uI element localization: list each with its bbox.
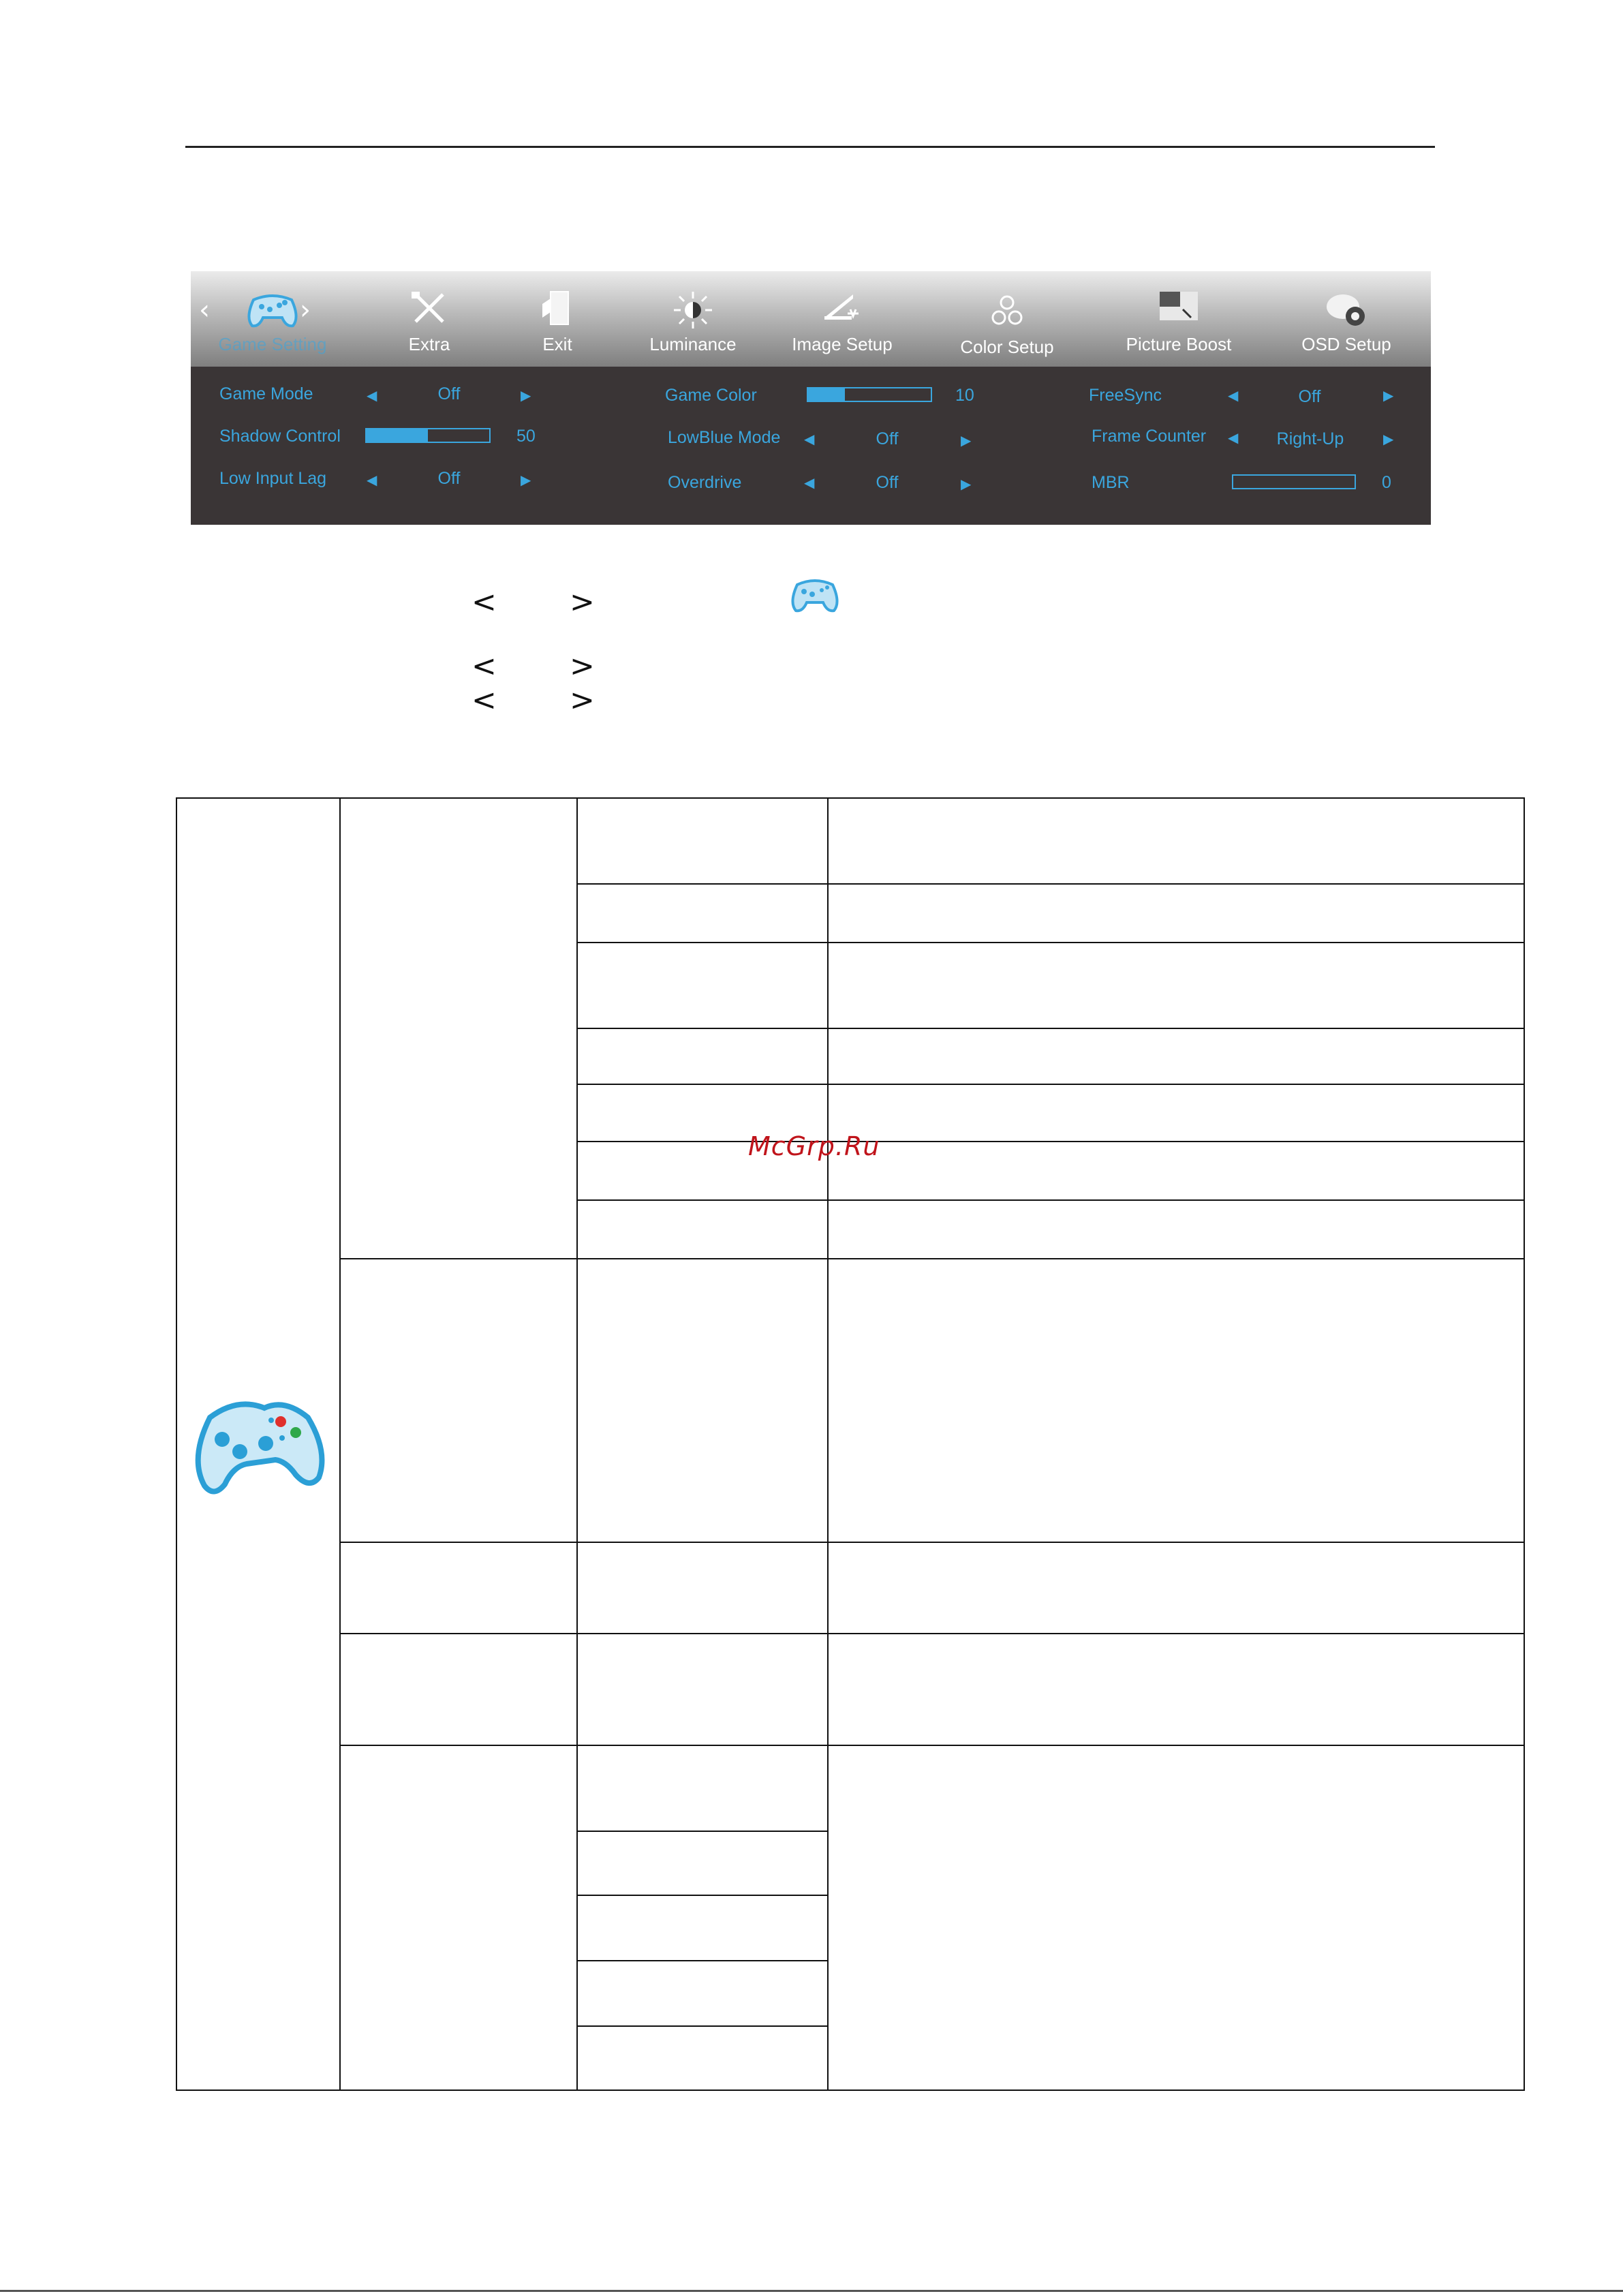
tab-label: Luminance xyxy=(649,334,737,354)
lowblue-mode-right-icon[interactable]: ▶ xyxy=(961,432,972,448)
freesync-left-icon[interactable]: ◀ xyxy=(1228,387,1239,403)
game-color-fill xyxy=(808,388,845,401)
freesync-label: FreeSync xyxy=(1089,386,1162,405)
nav-left-glyph: < xyxy=(472,585,497,619)
frame-counter-value: Right-Up xyxy=(1276,429,1344,448)
frame-counter-right-icon[interactable]: ▶ xyxy=(1383,431,1394,447)
game-mode-left-icon[interactable]: ◀ xyxy=(367,387,377,403)
exit-door-icon xyxy=(541,290,574,331)
gamepad-icon-large xyxy=(189,1390,328,1503)
game-mode-right-icon[interactable]: ▶ xyxy=(521,387,531,403)
tab-color-setup[interactable] xyxy=(925,271,1089,367)
tab-label: Game Setting xyxy=(218,334,327,354)
image-setup-icon xyxy=(822,290,863,328)
watermark: McGrp.Ru xyxy=(748,1131,880,1161)
overdrive-label: Overdrive xyxy=(668,473,742,492)
nav-right-glyph: > xyxy=(570,585,595,619)
osd-gear-icon xyxy=(1324,290,1369,332)
overdrive-left-icon[interactable]: ◀ xyxy=(804,474,815,491)
freesync-value: Off xyxy=(1298,387,1321,406)
picture-boost-icon xyxy=(1158,290,1199,325)
mbr-label: MBR xyxy=(1092,473,1130,492)
game-color-label: Game Color xyxy=(665,386,757,405)
low-input-lag-left-icon[interactable]: ◀ xyxy=(367,472,377,488)
game-color-value: 10 xyxy=(955,386,974,405)
header-rule xyxy=(185,146,1435,148)
low-input-lag-value: Off xyxy=(437,469,461,488)
shadow-control-fill xyxy=(367,429,428,442)
tab-label: OSD Setup xyxy=(1301,334,1391,354)
frame-counter-left-icon[interactable]: ◀ xyxy=(1228,429,1239,446)
frame-counter-label: Frame Counter xyxy=(1092,427,1207,446)
sun-icon xyxy=(671,290,715,333)
tab-image-setup[interactable] xyxy=(760,271,924,367)
nav-left-glyph: < xyxy=(472,683,497,718)
lowblue-mode-value: Off xyxy=(876,429,899,448)
tab-label: Picture Boost xyxy=(1126,334,1232,354)
mbr-value: 0 xyxy=(1382,473,1391,492)
freesync-right-icon[interactable]: ▶ xyxy=(1383,387,1394,403)
tab-label: Extra xyxy=(408,334,450,354)
tab-luminance[interactable] xyxy=(611,271,775,367)
gamepad-icon xyxy=(789,574,841,618)
tab-label: Image Setup xyxy=(792,334,893,354)
lowblue-mode-left-icon[interactable]: ◀ xyxy=(804,431,815,447)
overdrive-value: Off xyxy=(876,473,899,492)
low-input-lag-right-icon[interactable]: ▶ xyxy=(521,472,531,488)
shadow-control-label: Shadow Control xyxy=(219,427,341,446)
game-mode-label: Game Mode xyxy=(219,384,313,403)
game-color-slider[interactable] xyxy=(807,387,932,402)
lowblue-mode-label: LowBlue Mode xyxy=(668,428,781,447)
osd-menu xyxy=(191,271,1431,525)
tab-label: Exit xyxy=(542,334,572,354)
tab-label: Color Setup xyxy=(960,337,1054,357)
low-input-lag-label: Low Input Lag xyxy=(219,469,327,488)
tools-icon xyxy=(410,290,448,329)
game-mode-value: Off xyxy=(437,384,461,403)
nav-right-glyph: > xyxy=(570,683,595,718)
tab-game-setting[interactable] xyxy=(191,271,354,367)
settings-table xyxy=(176,797,1525,2091)
nav-left-glyph: < xyxy=(472,649,497,684)
nav-right-glyph: > xyxy=(570,649,595,684)
shadow-control-slider[interactable] xyxy=(365,428,491,443)
mbr-slider[interactable] xyxy=(1232,474,1356,489)
color-circles-icon xyxy=(989,294,1025,331)
overdrive-right-icon[interactable]: ▶ xyxy=(961,476,972,492)
shadow-control-value: 50 xyxy=(516,427,536,446)
tab-picture-boost[interactable] xyxy=(1097,271,1261,367)
footer-rule xyxy=(0,2290,1623,2292)
tab-next-icon[interactable]: › xyxy=(300,294,311,326)
gamepad-icon xyxy=(245,290,300,332)
tab-prev-icon[interactable]: ‹ xyxy=(199,294,210,326)
tab-osd-setup[interactable] xyxy=(1265,271,1428,367)
